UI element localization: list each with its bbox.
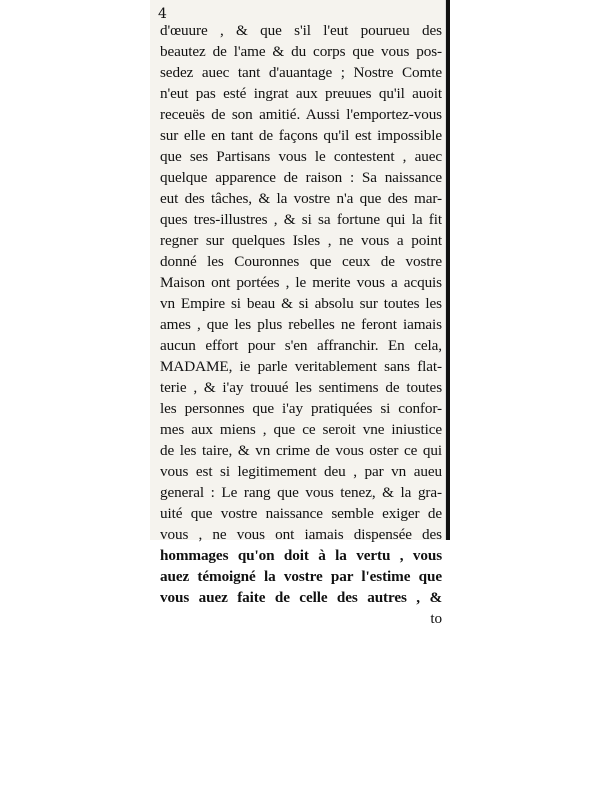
text-line-6: sur elle en tant de façons qu'il est impossible	[160, 127, 442, 144]
text-line-9: eut des tâches, & la vostre n'a que des mar-	[160, 190, 442, 207]
text-line-25: vous , ne vous ont iamais dispensée des	[160, 526, 442, 543]
text-line-7: que ses Partisans vous le contestent , auec	[160, 148, 442, 165]
text-line-12: donné les Couronnes que ceux de vostre	[160, 253, 442, 270]
text-line-17: MADAME, ie parle veritablement sans flat-	[160, 358, 442, 375]
text-line-8: quelque apparence de raison : Sa naissance	[160, 169, 442, 186]
text-line-4: n'eut pas esté ingrat aux preuues qu'il auoit	[160, 85, 442, 102]
text-line-21: de les taire, & vn crime de vous oster ce qui	[160, 442, 442, 459]
text-line-24: uité que vostre naissance semble exiger de	[160, 505, 442, 522]
text-line-15: ames , que les plus rebelles ne feront iamais	[160, 316, 442, 333]
text-line-19: les personnes que i'ay pratiquées si confor-	[160, 400, 442, 417]
text-line-27: auez témoigné la vostre par l'estime que	[160, 568, 442, 585]
text-line-20: mes aux miens , que ce seroit vne iniustice	[160, 421, 442, 438]
text-line-1: d'œuure , & que s'il l'eut pourueu des	[160, 22, 442, 39]
text-line-13: Maison ont portées , le merite vous a acquis	[160, 274, 442, 291]
page-text	[160, 20, 442, 629]
text-line-14: vn Empire si beau & si absolu sur toutes les	[160, 295, 442, 312]
catchword: to	[430, 610, 442, 627]
text-line-3: sedez auec tant d'auantage ; Nostre Comte	[160, 64, 442, 81]
text-line-22: vous est si legitimement deu , par vn aueu	[160, 463, 442, 480]
text-line-10: ques tres-illustres , & si sa fortune qui la fit	[160, 211, 442, 228]
text-line-18: terie , & i'ay trouué les sentimens de toutes	[160, 379, 442, 396]
text-line-16: aucun effort pour s'en affranchir. En cela,	[160, 337, 442, 354]
page-number: 4	[158, 6, 167, 22]
text-line-11: regner sur quelques Isles , ne vous a point	[160, 232, 442, 249]
text-line-5: receuës de son amitié. Aussi l'emportez-vous	[160, 106, 442, 123]
text-line-23: general : Le rang que vous tenez, & la gra-	[160, 484, 442, 501]
text-line-26: hommages qu'on doit à la vertu , vous	[160, 547, 442, 564]
text-line-28: vous auez faite de celle des autres , &	[160, 589, 442, 606]
text-line-2: beautez de l'ame & du corps que vous pos-	[160, 43, 442, 60]
